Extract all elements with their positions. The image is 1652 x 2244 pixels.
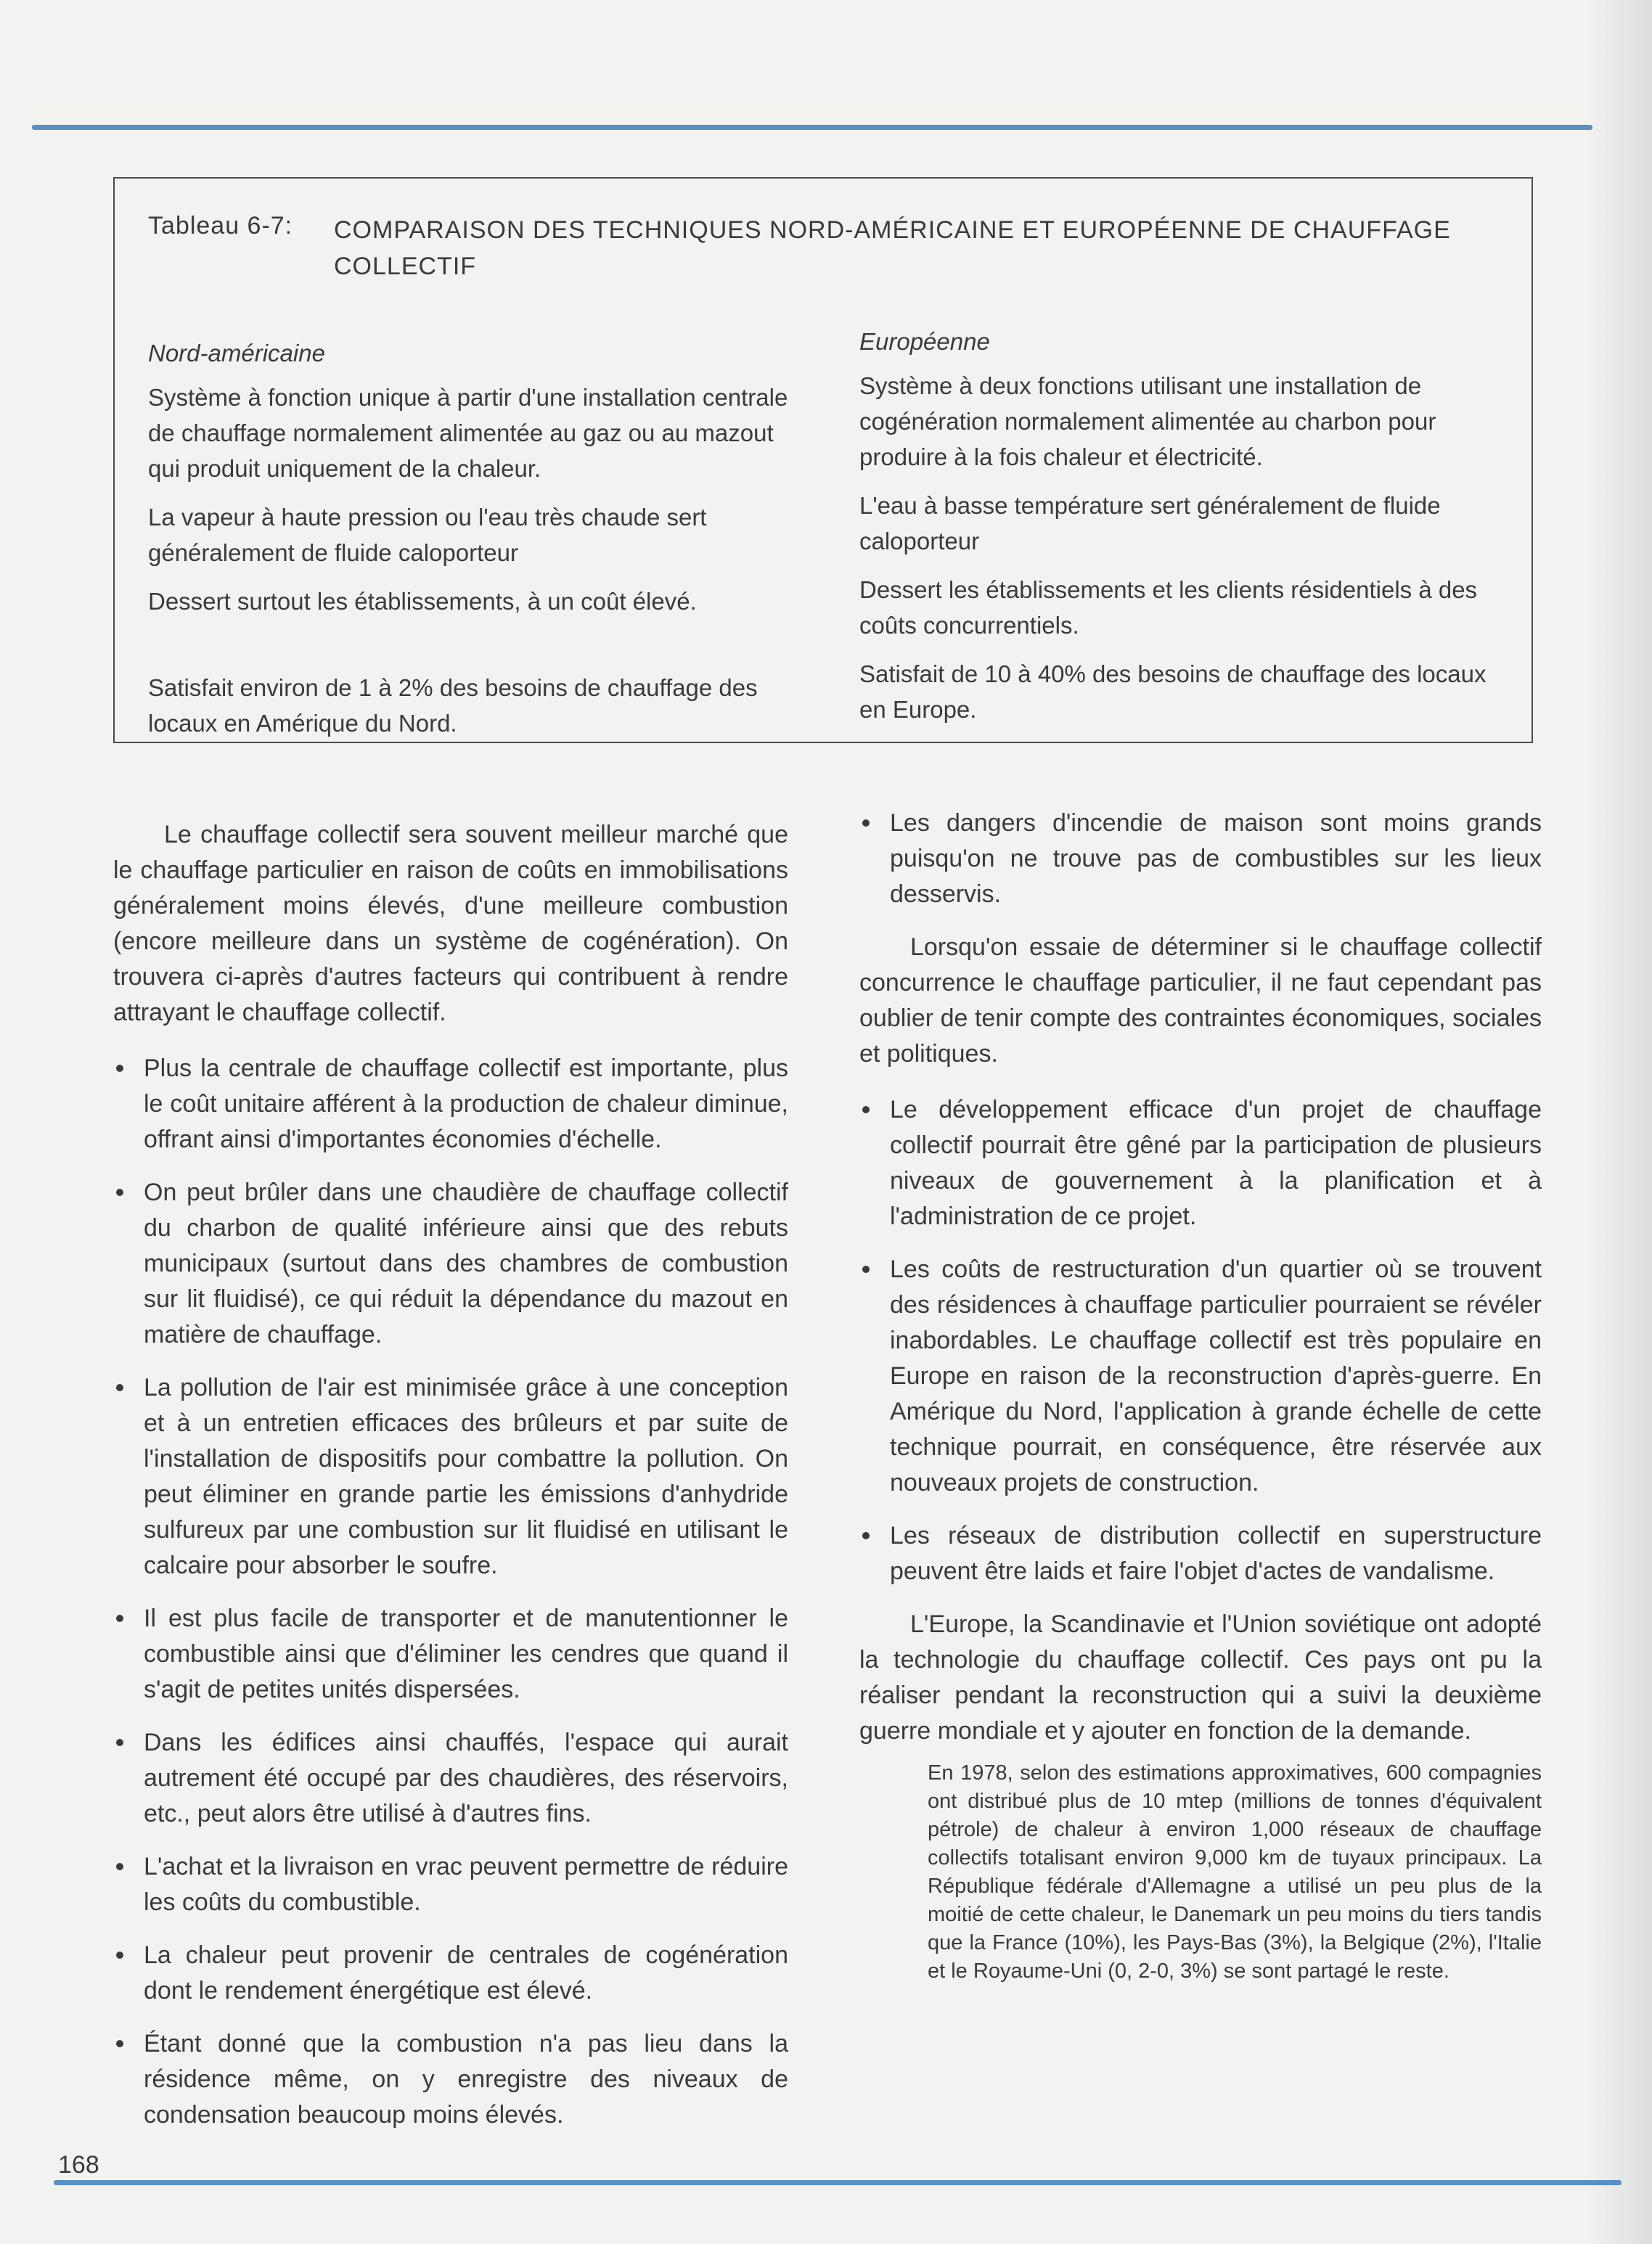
table-cell: La vapeur à haute pression ou l'eau très chaude sert généralement de fluide caloporteur	[148, 504, 707, 566]
table-cell: Dessert surtout les établissements, à un coût élevé.	[148, 588, 697, 615]
intro-paragraph: Le chauffage collectif sera souvent meilleur marché que le chauffage particulier en raison de coûts en immobilisations généralement moins élevés, d'une meilleure combustion (encore meilleure dans un système de cogénération). On trouvera ci-après d'autres facteurs qui contribuent à rendre attrayant le chauffage collectif.	[113, 821, 788, 1026]
list-item-text: La pollution de l'air est minimisée grâce à une conception et à un entretien efficaces des brûleurs et par suite de l'installation de dispositifs pour combattre la pollution. On peut éliminer en grande partie les émissions d'anhydride sulfureux par une combustion sur lit fluidisé en utilisant le calcaire pour absorber le soufre.	[144, 1374, 788, 1579]
list-item-text: La chaleur peut provenir de centrales de cogénération dont le rendement énergétique est élevé.	[144, 1941, 788, 2005]
bullet-icon	[116, 1739, 123, 1746]
table-column-north-american	[148, 335, 794, 754]
bullet-icon	[116, 1615, 123, 1622]
list-item	[113, 1370, 788, 1584]
europe-paragraph: L'Europe, la Scandinavie et l'Union soviétique ont adopté la technologie du chauffage collectif. Ces pays ont pu la réaliser pendant la reconstruction qui a suivi la deuxième guerre mondiale et y ajouter en fonction de la demande.	[859, 1610, 1542, 1745]
bullet-icon	[116, 1863, 123, 1870]
constraints-paragraph: Lorsqu'on essaie de déterminer si le chauffage collectif concurrence le chauffage particulier, il ne faut cependant pas oublier de tenir compte des contraintes économiques, sociales et politiques.	[859, 933, 1542, 1068]
list-item-text: Étant donné que la combustion n'a pas lieu dans la résidence même, on y enregistre des niveaux de condensation beaucoup moins élevés.	[144, 2030, 788, 2129]
page-number: 168	[58, 2151, 99, 2179]
list-item-text: L'achat et la livraison en vrac peuvent permettre de réduire les coûts du combustible.	[144, 1853, 788, 1916]
table-cell: L'eau à basse température sert généralement de fluide caloporteur	[859, 492, 1441, 554]
list-item	[859, 1252, 1542, 1501]
page-edge-shadow	[1587, 0, 1652, 2244]
bullet-icon	[862, 1266, 870, 1273]
table-cell: Système à fonction unique à partir d'une installation centrale de chauffage normalement alimentée au gaz ou au mazout qui produit uniquement de la chaleur.	[148, 384, 788, 482]
table-title: COMPARAISON DES TECHNIQUES NORD-AMÉRICAINE ET EUROPÉENNE DE CHAUFFAGE COLLECTIF	[334, 216, 1451, 280]
comparison-table	[113, 177, 1533, 743]
list-item-text: On peut brûler dans une chaudière de chauffage collectif du charbon de qualité inférieure ainsi que des rebuts municipaux (surtout dans des chambres de combustion sur lit fluidisé), ce qui réduit la dépendance du mazout en matière de chauffage.	[144, 1179, 788, 1348]
list-item-text: Dans les édifices ainsi chauffés, l'espace qui aurait autrement été occupé par des chaudières, des réservoirs, etc., peut alors être utilisé à d'autres fins.	[144, 1729, 788, 1827]
list-item-text: Les dangers d'incendie de maison sont moins grands puisqu'on ne trouve pas de combustibles sur les lieux desservis.	[890, 809, 1542, 908]
list-item	[859, 806, 1542, 912]
table-cell: Satisfait environ de 1 à 2% des besoins de chauffage des locaux en Amérique du Nord.	[148, 674, 758, 737]
list-item	[113, 1051, 788, 1158]
list-item-text: Les réseaux de distribution collectif en superstructure peuvent être laids et faire l'objet d'actes de vandalisme.	[890, 1522, 1542, 1585]
bullet-icon	[862, 1532, 870, 1539]
bullet-icon	[116, 1189, 123, 1196]
bullet-icon	[116, 2040, 123, 2047]
list-item-text: Plus la centrale de chauffage collectif est importante, plus le coût unitaire afférent à la production de chaleur diminue, offrant ainsi d'importantes économies d'échelle.	[144, 1055, 788, 1153]
list-item	[113, 1849, 788, 1920]
table-column-european	[859, 324, 1505, 740]
table-cell: Satisfait de 10 à 40% des besoins de chauffage des locaux en Europe.	[859, 660, 1487, 723]
top-rule	[32, 125, 1592, 130]
left-text-column	[113, 817, 788, 2150]
right-text-column	[859, 806, 1542, 1986]
list-item-text: Il est plus facile de transporter et de manutentionner le combustible ainsi que d'éliminer les cendres que quand il s'agit de petites unités dispersées.	[144, 1605, 788, 1703]
list-item	[859, 1518, 1542, 1589]
constraints-list	[859, 1092, 1542, 1589]
column-heading-north-american: Nord-américaine	[148, 340, 325, 367]
statistics-note: En 1978, selon des estimations approximatives, 600 compagnies ont distribué plus de 10 mtep (millions de tonnes d'équivalent pétrole) de chaleur à environ 1,000 réseaux de chauffage collectifs totalisant environ 9,000 km de tuyaux principaux. La République fédérale d'Allemagne a utilisé un peu plus de la moitié de cette chaleur, le Danemark un peu moins du tiers tandis que la France (10%), les Pays-Bas (3%), la Belgique (2%), l'Italie et le Royaume-Uni (0, 2-0, 3%) se sont partagé le reste.	[928, 1761, 1542, 1983]
advantages-list	[113, 1051, 788, 2133]
table-cell: Dessert les établissements et les clients résidentiels à des coûts concurrentiels.	[859, 576, 1478, 639]
list-item-text: Les coûts de restructuration d'un quartier où se trouvent des résidences à chauffage particulier pourraient se révéler inabordables. Le chauffage collectif est très populaire en Europe en raison de la reconstruction d'après-guerre. En Amérique du Nord, l'application à grande échelle de cette technique pourrait, en conséquence, être réservée aux nouveaux projets de construction.	[890, 1256, 1542, 1496]
list-item-text: Le développement efficace d'un projet de chauffage collectif pourrait être gêné par la participation de plusieurs niveaux de gouvernement à la planification et à l'administration de ce projet.	[890, 1096, 1542, 1230]
list-item	[859, 1092, 1542, 1234]
advantages-list-continued	[859, 806, 1542, 912]
bullet-icon	[116, 1952, 123, 1959]
list-item	[113, 1601, 788, 1708]
bullet-icon	[116, 1065, 123, 1072]
table-cell: Système à deux fonctions utilisant une installation de cogénération normalement alimentée au charbon pour produire à la fois chaleur et électricité.	[859, 372, 1436, 470]
list-item	[113, 2026, 788, 2133]
bullet-icon	[862, 1106, 870, 1113]
list-item	[113, 1938, 788, 2009]
bottom-rule	[54, 2180, 1622, 2185]
list-item	[113, 1175, 788, 1353]
column-heading-european: Européenne	[859, 328, 990, 355]
bullet-icon	[116, 1384, 123, 1391]
table-label: Tableau 6-7:	[148, 212, 293, 239]
list-item	[113, 1725, 788, 1832]
bullet-icon	[862, 819, 870, 827]
